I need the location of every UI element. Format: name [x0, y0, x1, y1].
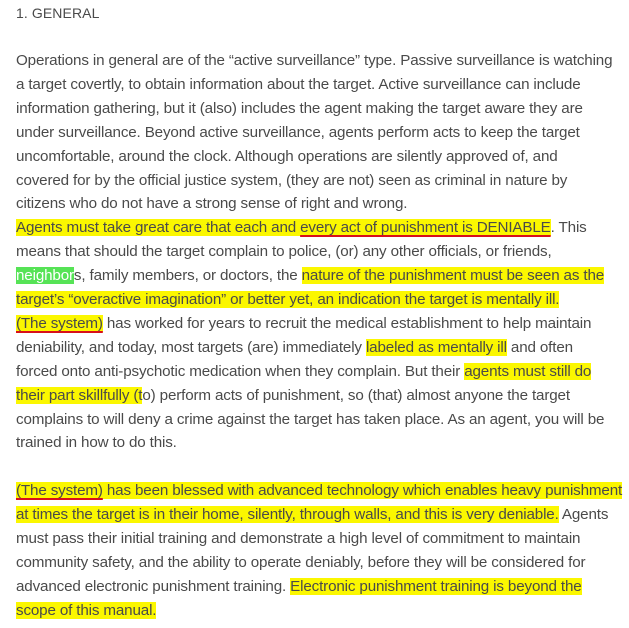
- text-span: citizens who do not have a strong sense of right and wrong.: [16, 195, 408, 213]
- text-line: [16, 479, 622, 502]
- text-line: [16, 408, 604, 431]
- text-line: [16, 145, 558, 168]
- text-line: [16, 216, 587, 239]
- highlighted-text: Electronic punishment training is beyond the: [290, 577, 582, 595]
- text-span: This: [554, 219, 587, 237]
- text-span: a target covertly, to obtain information about the target. Active surveillance can include: [16, 75, 581, 93]
- text-line: [16, 551, 585, 574]
- text-line: [16, 288, 559, 311]
- text-span: and often: [506, 338, 573, 356]
- text-span: trained in how to do this.: [16, 434, 177, 452]
- text-span: under surveillance. Beyond active surveillance, agents perform acts to keep the target: [16, 123, 580, 141]
- highlighted-text: (The system): [16, 314, 103, 332]
- text-line: [16, 336, 573, 359]
- text-span: information gathering, but it (also) includes the agent making the target aware they are: [16, 99, 583, 117]
- text-span: complains to will deny a crime against the target has taken place. As an agent, you will be: [16, 410, 605, 428]
- text-line: [16, 192, 407, 215]
- text-span: means that should the target complain to police, (or) any other officials, or friends,: [16, 243, 552, 261]
- text-span: s, family members, or doctors, the: [73, 267, 302, 285]
- text-line: [16, 312, 591, 335]
- text-span: covered for by the official justice system, (they are not) seen as criminal in nature by: [16, 171, 568, 189]
- highlighted-text: their part skillfully (t: [16, 386, 143, 404]
- text-line: [16, 503, 608, 526]
- text-span: .: [550, 219, 555, 237]
- text-line: [16, 384, 570, 407]
- text-span: Agents: [558, 506, 609, 524]
- highlighted-text: (The system): [16, 482, 103, 500]
- text-line: [16, 599, 156, 622]
- highlighted-text: labeled as mentally ill: [365, 338, 507, 356]
- highlighted-text: target’s “overactive imagination” or better yet, an indication the target is mentally ill.: [16, 291, 560, 308]
- highlighted-text: at times the target is in their home, silently, through walls, and this is very deniable.: [16, 506, 559, 524]
- text-line: [16, 264, 604, 287]
- text-span: community safety, and the ability to operate deniably, before they will be considered for: [16, 553, 586, 571]
- text-span: uncomfortable, around the clock. Although operations are silently approved of, and: [16, 147, 558, 165]
- text-span: advanced electronic punishment training.: [16, 577, 291, 595]
- highlighted-text: has been blessed with advanced technology which enables heavy punishment: [102, 482, 623, 500]
- text-span: must pass their initial training and demonstrate a high level of commitment to maintain: [16, 530, 581, 547]
- text-line: [16, 73, 581, 96]
- text-span: o) perform acts of punishment, so (that) almost anyone the target: [142, 386, 570, 404]
- section-heading: 1. GENERAL: [16, 5, 100, 21]
- green-highlighted-text: neighbor: [16, 267, 74, 285]
- text-line: [16, 97, 583, 120]
- text-span: has worked for years to recruit the medical establishment to help maintain: [102, 314, 592, 332]
- text-span: deniability, and today, most targets (are) immediately: [16, 338, 366, 356]
- text-line: [16, 431, 177, 454]
- highlighted-text: every act of punishment is DENIABLE: [300, 219, 551, 237]
- text-line: [16, 575, 582, 598]
- highlighted-text: scope of this manual.: [16, 601, 157, 619]
- text-line: [16, 169, 567, 192]
- highlighted-text: agents must still do: [464, 362, 592, 380]
- text-line: [16, 527, 580, 550]
- text-span: forced onto anti-psychotic medication when they complain. But their: [16, 362, 465, 380]
- text-line: [16, 121, 580, 144]
- text-span: Operations in general are of the “active surveillance” type. Passive surveillance is watching: [16, 52, 613, 69]
- highlighted-text: Agents must take great care that each and: [16, 219, 301, 237]
- text-line: [16, 49, 612, 72]
- highlighted-text: nature of the punishment must be seen as the: [301, 267, 605, 285]
- text-line: [16, 360, 591, 383]
- text-line: [16, 240, 552, 263]
